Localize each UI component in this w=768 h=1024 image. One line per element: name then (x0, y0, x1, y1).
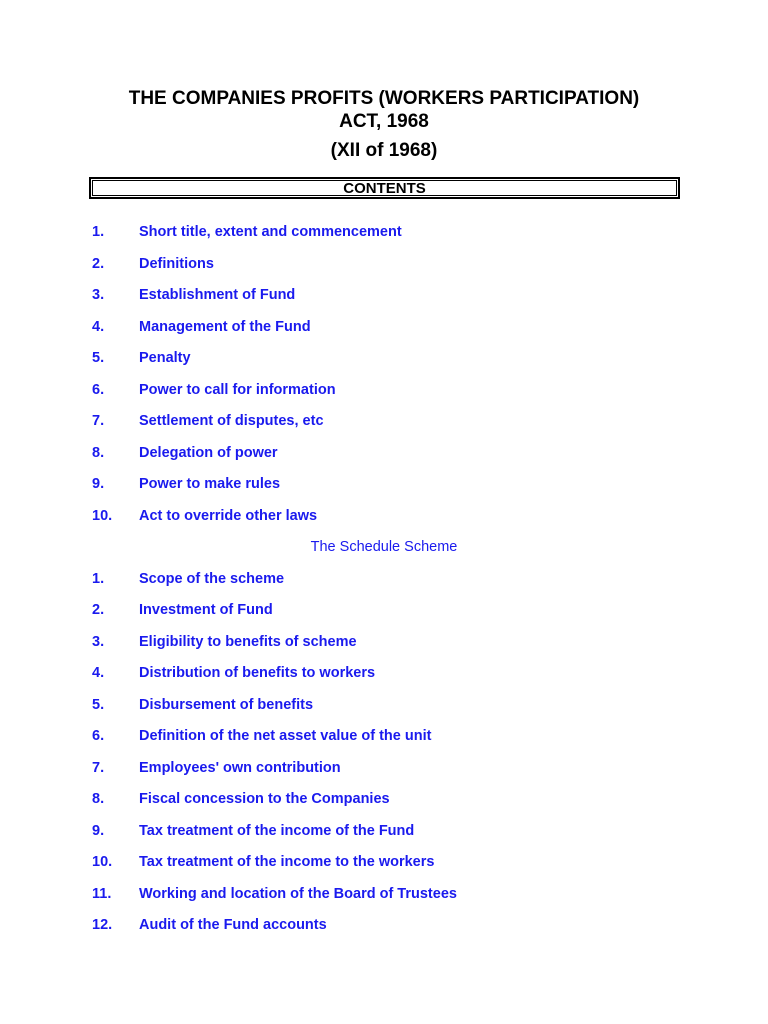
section-item-number: 9. (92, 476, 105, 492)
schedule-item-number: 3. (92, 633, 105, 650)
section-item-link[interactable]: Short title, extent and commencement (139, 224, 402, 240)
section-item-link[interactable]: Management of the Fund (139, 318, 311, 335)
schedule-item[interactable] (0, 915, 768, 935)
section-item-link[interactable]: Power to make rules (139, 476, 281, 492)
schedule-item-number: 8. (92, 791, 105, 807)
section-item-link[interactable]: Establishment of Fund (139, 287, 296, 303)
schedule-item-link[interactable]: Eligibility to benefits of scheme (139, 633, 357, 650)
schedule-item-link[interactable]: Scope of the scheme (139, 570, 285, 587)
section-item-number: 6. (92, 381, 105, 398)
schedule-item-link[interactable]: Audit of the Fund accounts (139, 917, 327, 933)
schedule-item[interactable] (0, 789, 768, 809)
section-item-number: 5. (92, 350, 105, 366)
schedule-item-link[interactable]: Fiscal concession to the Companies (139, 791, 390, 807)
section-item-link[interactable]: Settlement of disputes, etc (139, 413, 324, 429)
schedule-item[interactable] (0, 663, 768, 683)
section-item[interactable] (0, 506, 768, 526)
schedule-item[interactable] (0, 600, 768, 620)
schedule-item-number: 6. (92, 728, 105, 744)
document-title: THE COMPANIES PROFITS (WORKERS PARTICIPATION) (128, 88, 640, 109)
schedule-item-link[interactable]: Tax treatment of the income to the workers (139, 854, 435, 870)
schedule-item[interactable] (0, 632, 768, 652)
schedule-item-number: 12. (92, 917, 113, 933)
schedule-item-number: 9. (92, 822, 105, 839)
schedule-item-link[interactable]: Definition of the net asset value of the unit (139, 728, 432, 744)
section-item-link[interactable]: Power to call for information (139, 381, 336, 398)
schedule-item-number: 11. (92, 885, 112, 902)
section-item-link[interactable]: Act to override other laws (139, 507, 318, 524)
schedule-item[interactable] (0, 884, 768, 904)
section-item-number: 3. (92, 287, 105, 303)
contents-heading-box (89, 177, 680, 199)
schedule-item-link[interactable]: Investment of Fund (139, 602, 273, 618)
document-act-number: (XII of 1968) (330, 140, 438, 161)
section-item[interactable] (0, 222, 768, 242)
section-item-link[interactable]: Delegation of power (139, 444, 278, 461)
schedule-item[interactable] (0, 726, 768, 746)
section-item[interactable] (0, 443, 768, 463)
section-item[interactable] (0, 317, 768, 337)
document-title-year: ACT, 1968 (339, 111, 429, 132)
schedule-item-link[interactable]: Disbursement of benefits (139, 696, 314, 713)
section-item[interactable] (0, 411, 768, 431)
schedule-item-link[interactable]: Working and location of the Board of Trustees (139, 885, 457, 902)
section-item[interactable] (0, 285, 768, 305)
schedule-item-number: 1. (92, 570, 105, 587)
schedule-item-link[interactable]: Tax treatment of the income of the Fund (139, 822, 415, 839)
section-item-number: 8. (92, 444, 105, 461)
section-item-link[interactable]: Penalty (139, 350, 191, 366)
schedule-item-link[interactable]: Employees' own contribution (139, 759, 341, 776)
schedule-item[interactable] (0, 758, 768, 778)
schedule-item-number: 2. (92, 602, 105, 618)
section-item[interactable] (0, 348, 768, 368)
section-item-number: 10. (92, 507, 113, 524)
schedule-item-number: 10. (92, 854, 113, 870)
contents-heading: CONTENTS (343, 180, 426, 197)
schedule-item[interactable] (0, 569, 768, 589)
schedule-item-number: 4. (92, 665, 105, 681)
section-item[interactable] (0, 474, 768, 494)
section-item-number: 4. (92, 318, 105, 335)
schedule-heading[interactable]: The Schedule Scheme (310, 539, 458, 555)
schedule-item-number: 5. (92, 696, 105, 713)
section-item-link[interactable]: Definitions (139, 255, 214, 272)
section-item[interactable] (0, 380, 768, 400)
section-item-number: 1. (92, 224, 105, 240)
section-item[interactable] (0, 254, 768, 274)
schedule-item-number: 7. (92, 759, 105, 776)
schedule-item-link[interactable]: Distribution of benefits to workers (139, 665, 376, 681)
section-item-number: 7. (92, 413, 105, 429)
schedule-item[interactable] (0, 852, 768, 872)
schedule-item[interactable] (0, 695, 768, 715)
section-item-number: 2. (92, 255, 105, 272)
schedule-item[interactable] (0, 821, 768, 841)
